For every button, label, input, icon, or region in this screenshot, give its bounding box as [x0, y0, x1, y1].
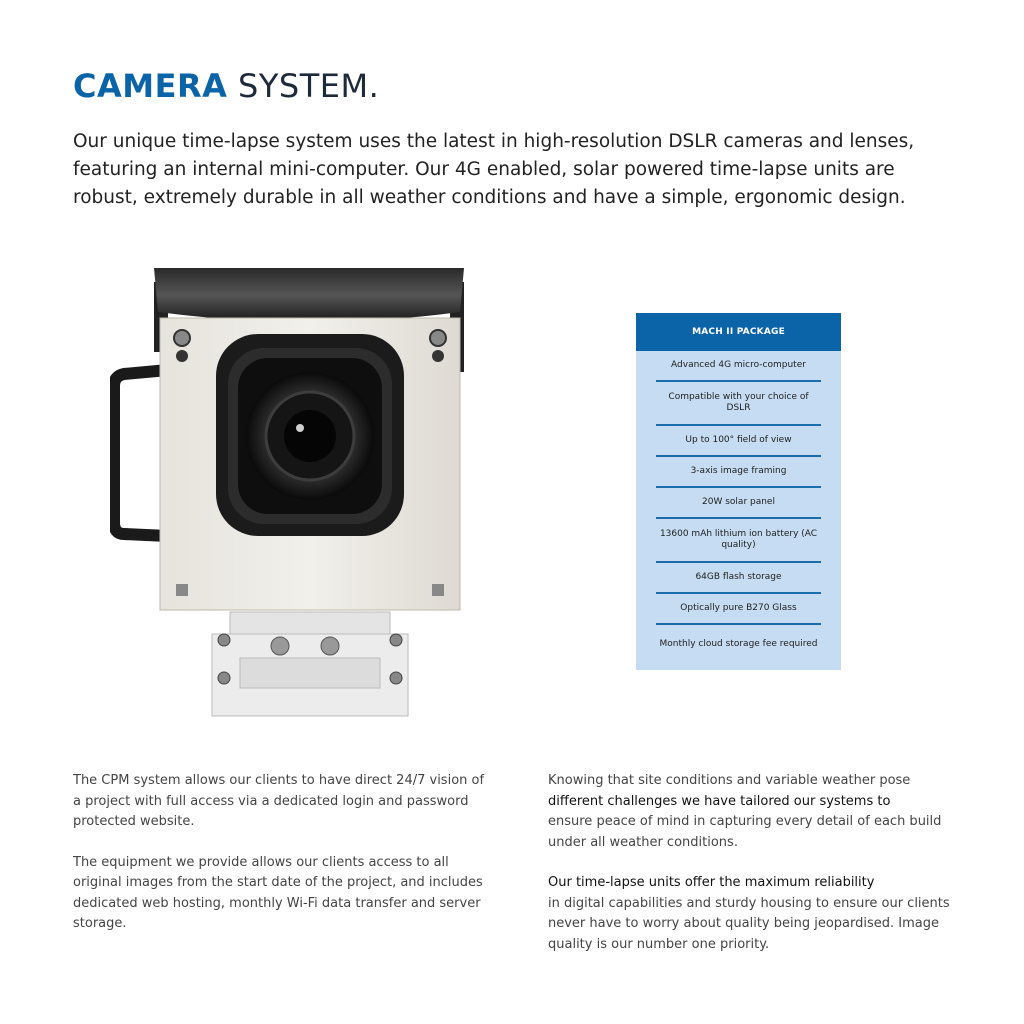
- right-p1-line-b: different challenges we have tailored our systems to: [548, 793, 891, 809]
- left-paragraph-1: The CPM system allows our clients to have direct 24/7 vision of a project with full access via a dedicated login and password protected website.: [73, 773, 485, 829]
- left-paragraph-2: The equipment we provide allows our clients access to all original images from the start date of the project, and includes dedicated web hosting, monthly Wi-Fi data transfer and server storage.: [73, 854, 483, 931]
- right-paragraph-2: [548, 873, 958, 955]
- package-item: 64GB flash storage: [656, 563, 821, 594]
- title-bold: CAMERA: [73, 67, 228, 105]
- mach-ii-package-panel: [636, 313, 841, 670]
- right-text-column: [548, 771, 958, 975]
- package-item: Advanced 4G micro-computer: [656, 351, 821, 382]
- package-item: 3-axis image framing: [656, 457, 821, 488]
- right-paragraph-1: [548, 771, 958, 853]
- package-item: 20W solar panel: [656, 488, 821, 519]
- title-light: SYSTEM.: [238, 67, 380, 105]
- left-text-column: [73, 771, 493, 955]
- package-item: Monthly cloud storage fee required: [659, 638, 818, 649]
- right-p2-line-a: Our time-lapse units offer the maximum reliability: [548, 875, 875, 890]
- right-p1-line-c: ensure peace of mind in capturing every detail of each build under all weather conditions.: [548, 814, 942, 850]
- package-item: 13600 mAh lithium ion battery (AC quality): [656, 519, 821, 563]
- right-p1-line-a: Knowing that site conditions and variable weather pose: [548, 773, 911, 788]
- intro-paragraph: Our unique time-lapse system uses the latest in high-resolution DSLR cameras and lenses, featuring an internal mini-computer. Our 4G enabled, solar powered time-lapse units are robust, extremely durable in all weather conditions and have a simple, ergonomic design.: [73, 131, 915, 208]
- package-feature-list: [636, 351, 841, 663]
- package-item: Up to 100° field of view: [656, 426, 821, 457]
- page-title: [73, 66, 379, 106]
- package-item: Compatible with your choice of DSLR: [656, 382, 821, 426]
- right-p2-line-b: in digital capabilities and sturdy housing to ensure our clients never have to worry about quality being jeopardised. Image quality is our number one priority.: [548, 895, 950, 952]
- package-header: MACH II PACKAGE: [636, 313, 841, 351]
- camera-image: [110, 262, 480, 722]
- package-item: Optically pure B270 Glass: [656, 594, 821, 625]
